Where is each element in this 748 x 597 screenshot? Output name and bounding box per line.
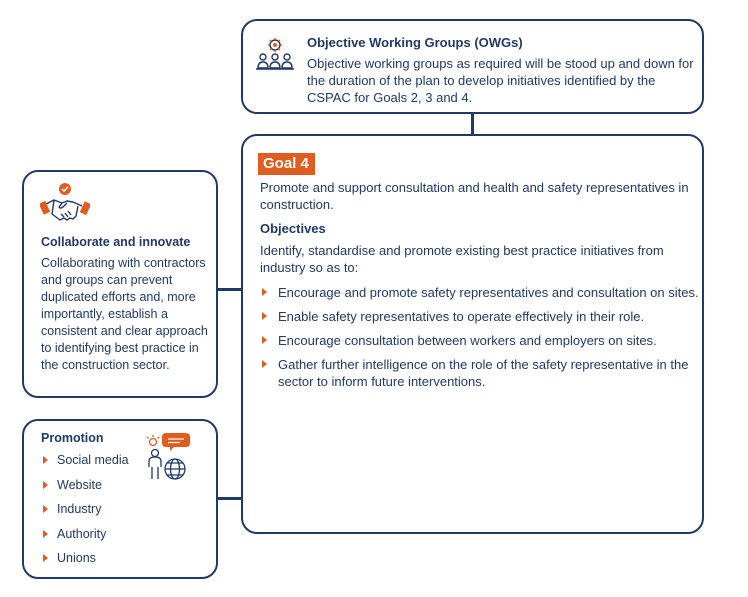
list-item — [260, 308, 700, 325]
list-item — [41, 550, 129, 567]
connector-promo-goal — [217, 497, 242, 500]
collaborate-box — [22, 170, 218, 398]
collaborate-body: Collaborating with contractors and groups can prevent duplicated efforts and, more importantly, establish a consistent and clear approach to identifying best practice in the construction sector. — [41, 256, 208, 372]
list-item — [41, 526, 129, 543]
list-item — [260, 332, 700, 349]
bullet-arrow-icon — [43, 456, 48, 464]
objective-text: Enable safety representatives to operate effectively in their role. — [278, 309, 645, 324]
promotion-box — [22, 419, 218, 579]
bullet-arrow-icon — [43, 505, 48, 513]
objectives-title: Objectives — [260, 221, 326, 236]
bullet-arrow-icon — [43, 481, 48, 489]
promotion-item: Industry — [57, 502, 102, 516]
list-item — [260, 356, 700, 390]
goal-description: Promote and support consultation and health and safety representatives in construction. — [260, 180, 689, 212]
promotion-list — [41, 452, 129, 575]
bullet-arrow-icon — [262, 288, 267, 296]
person-ideas-globe-icon — [144, 431, 192, 481]
connector-collab-goal — [217, 288, 242, 291]
bullet-arrow-icon — [262, 336, 267, 344]
bullet-arrow-icon — [262, 312, 267, 320]
owg-box — [241, 19, 704, 114]
list-item — [41, 477, 129, 494]
connector-owg-goal — [471, 113, 474, 135]
bullet-arrow-icon — [262, 360, 267, 368]
owg-title: Objective Working Groups (OWGs) — [307, 35, 523, 50]
list-item — [41, 452, 129, 469]
objectives-list — [260, 284, 700, 397]
promotion-item: Social media — [57, 453, 129, 467]
objectives-intro: Identify, standardise and promote existing best practice initiatives from industry so as to: — [260, 243, 664, 275]
goal-badge: Goal 4 — [258, 153, 315, 175]
promotion-item: Unions — [57, 551, 96, 565]
promotion-item: Website — [57, 477, 102, 492]
objective-text: Encourage and promote safety representatives and consultation on sites. — [278, 285, 699, 300]
objective-text: Encourage consultation between workers and employers on sites. — [278, 333, 657, 348]
goal-box — [241, 134, 704, 534]
team-gear-icon — [255, 35, 295, 75]
list-item — [41, 501, 129, 518]
handshake-icon — [40, 180, 90, 224]
collaborate-title: Collaborate and innovate — [41, 235, 191, 249]
owg-description: Objective working groups as required will be stood up and down for the duration of the plan to develop initiatives identified by the CSPAC for Goals 2, 3 and 4. — [307, 56, 694, 105]
bullet-arrow-icon — [43, 554, 48, 562]
bullet-arrow-icon — [43, 530, 48, 538]
promotion-item: Authority — [57, 526, 107, 541]
promotion-title: Promotion — [41, 431, 104, 445]
list-item — [260, 284, 700, 301]
objective-text: Gather further intelligence on the role of the safety representative in the sector to inform future interventions. — [278, 357, 689, 389]
